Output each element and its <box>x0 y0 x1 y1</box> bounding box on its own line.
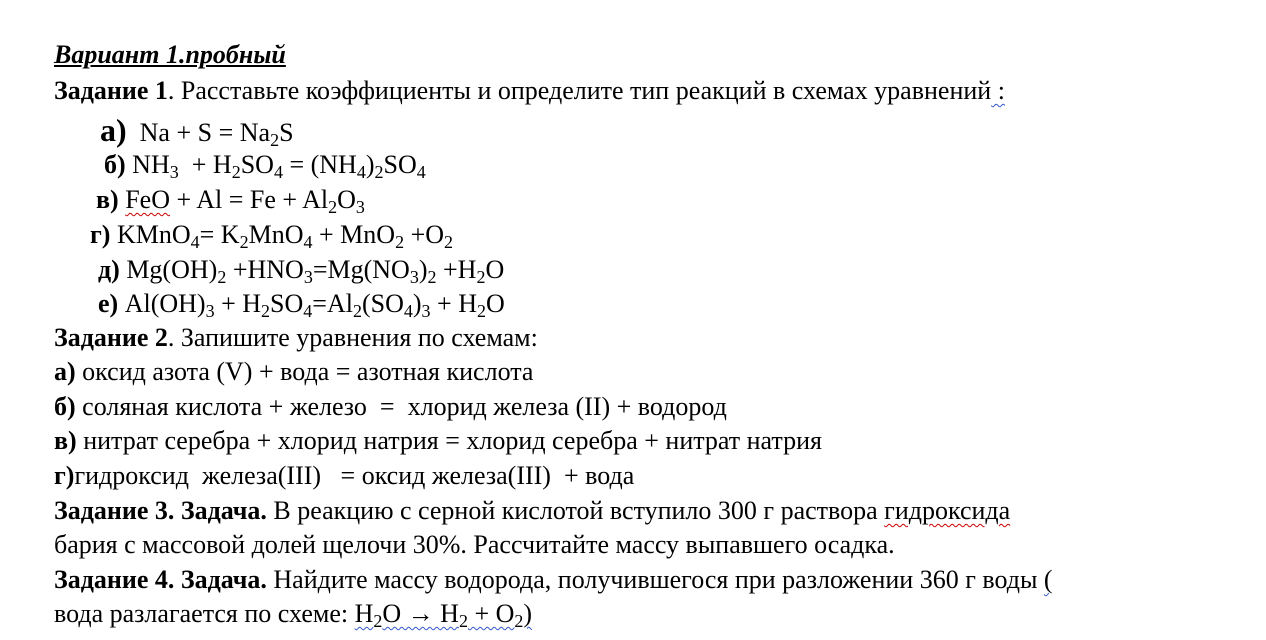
equation-text: KMnO <box>116 220 191 249</box>
task3-heading: Задание 3. Задача. <box>54 496 267 525</box>
equation-text: SO <box>240 150 274 179</box>
subscript: 4 <box>403 301 413 321</box>
task1-colon: : <box>991 76 1005 105</box>
subscript: 4 <box>273 162 283 182</box>
task4-text: вода разлагается по схеме: <box>54 599 355 628</box>
task4-text: Найдите массу водорода, получившегося при разложении 360 г воды <box>266 565 1044 594</box>
subscript: 2 <box>261 301 271 321</box>
task4-scheme <box>354 599 533 631</box>
equation-text: MnO <box>248 220 304 249</box>
equation-text: S <box>279 118 294 147</box>
subscript: 2 <box>395 232 405 252</box>
task2-item-a <box>54 355 533 389</box>
equation-text: Na + S = Na <box>139 118 271 147</box>
equation-text: ) <box>418 255 428 284</box>
item-text: гидроксид железа(III) = оксид железа(III) + вода <box>74 461 635 490</box>
task3-line1 <box>54 494 1010 528</box>
task4-line2 <box>54 597 532 631</box>
item-label: в) <box>54 426 77 455</box>
task2-heading: Задание 2 <box>54 323 168 352</box>
equation-text: FeO <box>125 185 170 214</box>
equation-text: + H <box>430 289 477 318</box>
equation-text: ) <box>412 289 422 318</box>
equation-text: = (NH <box>282 150 357 179</box>
equation-text: +H <box>436 255 477 284</box>
equation-label: г) <box>90 220 111 249</box>
subscript: 2 <box>328 197 338 217</box>
equation-text: = K <box>199 220 240 249</box>
task2-item-d <box>54 459 634 493</box>
equation-a <box>100 113 294 150</box>
equation-d <box>90 218 453 252</box>
equation-label: е) <box>98 289 119 318</box>
equation-text: H <box>354 599 374 628</box>
equation-label: д) <box>98 255 120 284</box>
task2-text: . Запишите уравнения по схемам: <box>167 323 538 352</box>
subscript: 4 <box>303 301 313 321</box>
variant-title: Вариант 1.пробный <box>54 40 286 69</box>
task3-text-marked: гидроксида <box>884 496 1011 525</box>
subscript: 3 <box>355 197 365 217</box>
equation-e <box>98 253 504 287</box>
equation-text: +O <box>404 220 445 249</box>
equation-text: ) <box>523 599 533 628</box>
task1-heading: Задание 1 <box>54 76 168 105</box>
task2-line <box>54 321 538 355</box>
subscript: 3 <box>303 267 313 287</box>
equation-label: в) <box>96 185 119 214</box>
equation-text: O <box>337 185 356 214</box>
task3-line2: бария с массовой долей щелочи 30%. Рассчитайте массу выпавшего осадка. <box>54 530 895 559</box>
equation-text: =Mg(NO <box>312 255 410 284</box>
equation-text: (SO <box>361 289 404 318</box>
task4-line1 <box>54 563 1053 597</box>
equation-text: + MnO <box>312 220 396 249</box>
equation-text: O <box>485 255 505 284</box>
equation-text: + O <box>467 599 515 628</box>
subscript: 4 <box>190 232 200 252</box>
item-label: г) <box>54 461 75 490</box>
item-text: соляная кислота + железо = хлорид железа (II) + водород <box>75 392 727 421</box>
equation-f <box>98 287 505 321</box>
task4-paren: ( <box>1043 565 1053 594</box>
equation-b <box>104 148 426 182</box>
subscript: 4 <box>356 162 366 182</box>
subscript: 4 <box>303 232 313 252</box>
subscript: 2 <box>374 162 384 182</box>
task2-item-c <box>54 424 822 458</box>
subscript: 2 <box>270 130 280 150</box>
equation-text: =Al <box>312 289 353 318</box>
subscript: 2 <box>444 232 454 252</box>
equation-text: ) <box>365 150 375 179</box>
equation-text: Mg(OH) <box>126 255 218 284</box>
equation-text: O → H <box>382 599 459 628</box>
task3-text: В реакцию с серной кислотой вступило 300 г раствора <box>266 496 885 525</box>
equation-text: NH <box>132 150 170 179</box>
task1-text: . Расставьте коэффициенты и определите тип реакций в схемах уравнений <box>167 76 992 105</box>
subscript: 2 <box>514 611 524 631</box>
subscript: 2 <box>231 162 241 182</box>
equation-text: + Al = Fe + Al <box>169 185 329 214</box>
subscript: 2 <box>239 232 249 252</box>
subscript: 2 <box>217 267 227 287</box>
equation-text: O <box>485 289 505 318</box>
subscript: 4 <box>416 162 426 182</box>
subscript: 3 <box>421 301 431 321</box>
item-text: нитрат серебра + хлорид натрия = хлорид серебра + нитрат натрия <box>76 426 822 455</box>
equation-label: б) <box>104 150 126 179</box>
item-label: а) <box>54 357 76 386</box>
equation-text: SO <box>270 289 304 318</box>
task4-heading: Задание 4. Задача. <box>54 565 267 594</box>
subscript: 2 <box>352 301 362 321</box>
equation-label: а) <box>100 112 127 148</box>
subscript: 2 <box>373 611 383 631</box>
equation-text: +HNO <box>226 255 304 284</box>
subscript: 2 <box>476 301 486 321</box>
subscript: 2 <box>458 611 468 631</box>
subscript: 3 <box>169 162 179 182</box>
item-text: оксид азота (V) + вода = азотная кислота <box>75 357 534 386</box>
equation-text: + H <box>178 150 232 179</box>
item-label: б) <box>54 392 76 421</box>
equation-text: SO <box>383 150 417 179</box>
subscript: 3 <box>205 301 215 321</box>
equation-text: + H <box>214 289 262 318</box>
subscript: 2 <box>476 267 486 287</box>
equation-c <box>96 183 365 217</box>
subscript: 3 <box>409 267 419 287</box>
equation-text: Al(OH) <box>124 289 206 318</box>
task1-line <box>54 74 1005 108</box>
task2-item-b <box>54 390 727 424</box>
subscript: 2 <box>427 267 437 287</box>
